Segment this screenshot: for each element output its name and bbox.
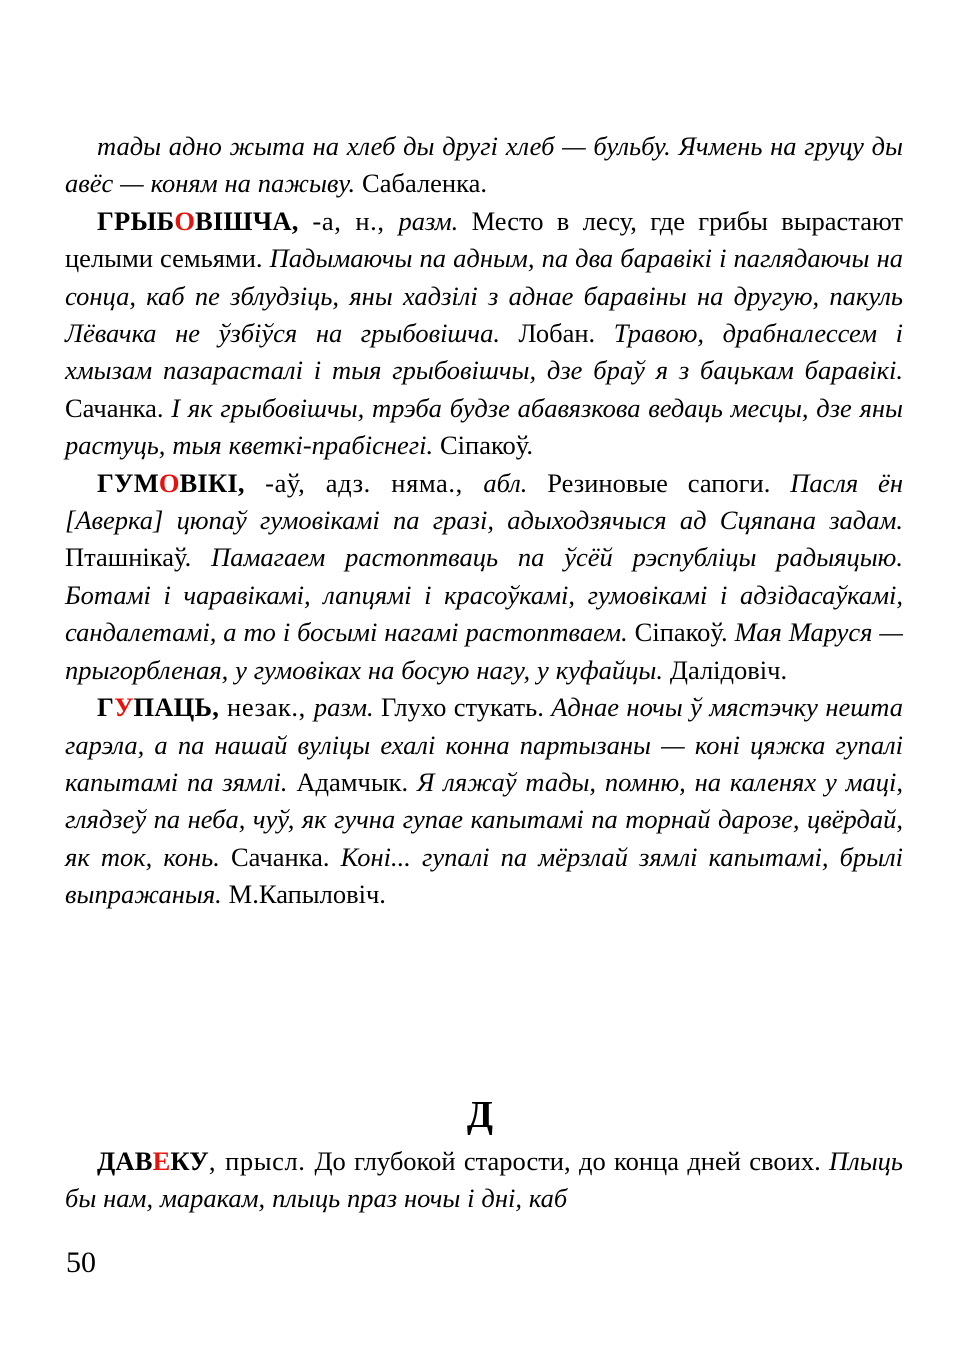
- headword-text: Г: [97, 692, 115, 723]
- citation-quote: Аднае ночы ў мястэчку нешта гарэла, а па нашай вуліцы ехалі конна партызаны — коні цяжка гупалі капытамі па зямлі.: [65, 692, 903, 797]
- citation-source: Пташнікаў.: [65, 542, 212, 573]
- citation-source: М.Капыловіч.: [221, 879, 386, 910]
- grammar-note-gender: адз. няма.,: [325, 467, 484, 498]
- headword-stress-letter: У: [114, 692, 134, 723]
- headword-text-tail: ВІШЧА,: [195, 205, 299, 236]
- citation-quote: Мая Маруся — прыгорбленая, у гумовіках на босую нагу, у куфайцы.: [65, 617, 903, 685]
- citation-quote: Травою, драбналессем і хмызам пазарасталі і тыя грыбовішчы, дзе браў я з бацькам баравікі.: [65, 318, 903, 386]
- continued-quote: тады адно жыта на хлеб ды другі хлеб — бульбу. Ячмень на груцу ды авёс — коням на пажыву.: [65, 131, 903, 199]
- citation-quote: Памагаем растоптваць па ўсёй рэспубліцы радыяцыю. Ботамі і чаравікамі, лапцямі і красоўкамі, гумовікамі і адзідасаўкамі, сандалетамі, а то і босымі нагамі растоптваем.: [65, 542, 903, 648]
- headword-text-tail: КУ: [170, 1146, 209, 1176]
- continued-source: Сабаленка.: [355, 168, 487, 199]
- definition-text: Глухо стукать.: [373, 692, 552, 723]
- citation-quote: Я ляжаў тады, помню, на каленях у маці, глядзеў па неба, чуў, як гучна гупае капытамі па торнай дарозе, цвёрдай, як ток, конь.: [65, 766, 903, 872]
- grammar-note: незак.,: [219, 692, 314, 723]
- citation-source: Сіпакоў.: [433, 430, 533, 461]
- usage-label: разм.: [398, 205, 459, 236]
- citation-source: Далідовіч.: [663, 654, 788, 685]
- grammar-note: -аў,: [244, 467, 326, 498]
- citation-source: Сіпакоў.: [627, 617, 735, 648]
- citation-source: Лобан.: [499, 318, 614, 349]
- headword-stress-letter: Е: [152, 1146, 171, 1176]
- definition-text: До глубокой старости, до конца дней своих.: [314, 1146, 830, 1176]
- headword-text-tail: ВІКІ,: [179, 467, 245, 498]
- citation-source: Сачанка.: [219, 841, 341, 872]
- dictionary-entry-daveku: [65, 1143, 903, 1218]
- headword-text-tail: ПАЦЬ,: [133, 692, 220, 723]
- headword-text: ДАВ: [97, 1146, 153, 1176]
- page-text-column-after-heading: [65, 1143, 903, 1218]
- page-number: 50: [66, 1246, 96, 1279]
- citation-quote: І як грыбовішчы, трэба будзе абавязкова ведаць месцы, дзе яны растуць, тыя кветкі-прабіснегі.: [65, 392, 903, 461]
- headword-text: ГРЫБ: [97, 205, 175, 236]
- citation-source: Сачанка.: [65, 392, 172, 423]
- page-text-column: [65, 128, 903, 914]
- definition-text: Резиновые сапоги.: [527, 467, 791, 498]
- citation-quote: Пасля ён [Аверка] цюпаў гумовікамі па гразі, адыходзячыся ад Сцяпана задам.: [65, 467, 903, 536]
- headword-stress-letter: О: [174, 205, 196, 236]
- dictionary-entry-gupats: [65, 689, 903, 913]
- continued-paragraph: [65, 128, 903, 203]
- grammar-note: -а,: [298, 205, 356, 236]
- usage-label: разм.: [313, 692, 374, 723]
- definition-text: Место в лесу, где грибы вырастают целыми семьями.: [65, 205, 903, 274]
- headword-text: ГУМ: [97, 467, 159, 498]
- citation-quote: Плыць бы нам, маракам, плыць праз ночы і дні, каб: [65, 1146, 903, 1214]
- citation-source: Адамчык.: [287, 766, 418, 797]
- usage-label: абл.: [483, 467, 528, 498]
- citation-quote: Падымаючы па адным, па два баравікі і паглядаючы на сонца, каб пе зблудзіць, яны хадзілі з аднае баравіны на другую, пакуль Лёвачка не ўзбіўся на грыбовішча.: [65, 243, 903, 349]
- dictionary-entry-grybovishcha: [65, 203, 903, 465]
- citation-quote: Коні... гупалі па мёрзлай зямлі капытамі, брылі выпражаныя.: [65, 841, 904, 910]
- headword-stress-letter: О: [158, 467, 180, 498]
- dictionary-entry-gumoviki: [65, 465, 903, 689]
- section-letter-heading: Д: [466, 1094, 494, 1136]
- grammar-note-gender: н.,: [355, 205, 399, 236]
- grammar-note: , прысл.: [208, 1146, 315, 1176]
